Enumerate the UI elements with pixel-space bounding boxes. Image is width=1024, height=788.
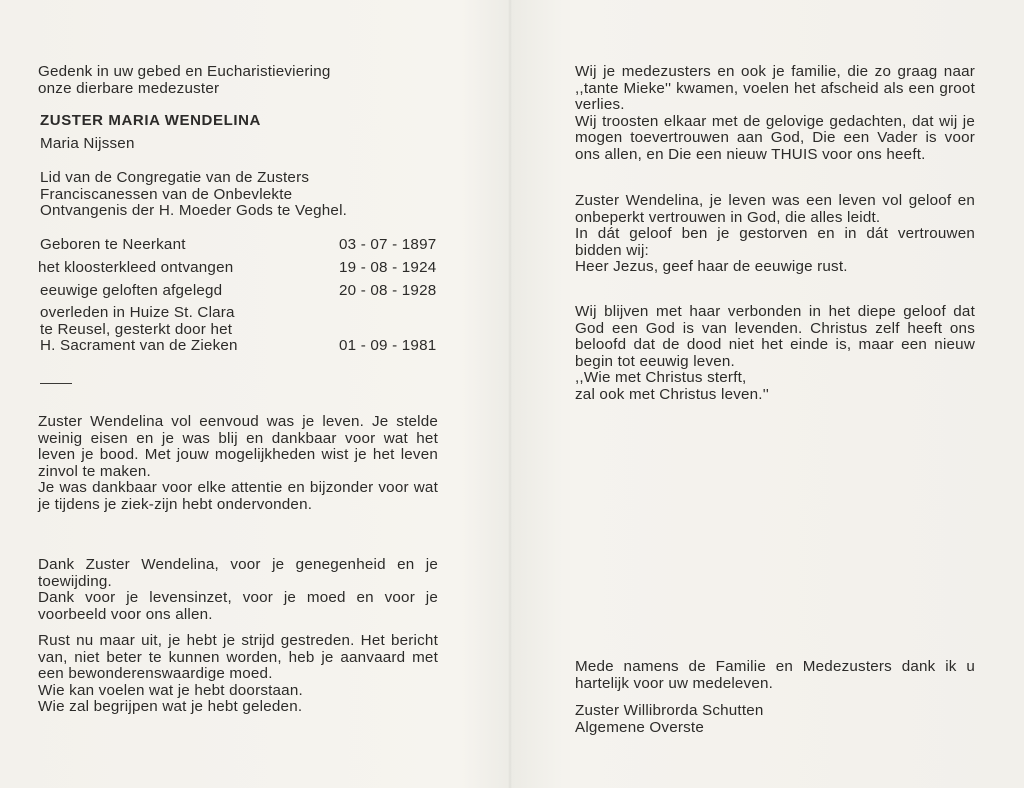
tribute-paragraph-3: Rust nu maar uit, je hebt je strijd gestreden. Het bericht van, niet beter te kunnen worden, heb je aanvaard met een bewonderenswaardige moed. Wie kan voelen wat je hebt doorstaan. Wie zal begrijpen wat je hebt geleden. <box>38 632 438 715</box>
event-label: Geboren te Neerkant <box>40 236 186 253</box>
intro-text: Gedenk in uw gebed en Eucharistieviering onze dierbare medezuster <box>38 63 331 97</box>
birth-name: Maria Nijssen <box>40 135 135 152</box>
event-date: 03 - 07 - 1897 <box>339 236 437 253</box>
separator-dash <box>40 383 72 384</box>
event-date: 19 - 08 - 1924 <box>339 259 437 276</box>
event-label: eeuwige geloften afgelegd <box>40 282 223 299</box>
farewell-paragraph-1: Wij je medezusters en ook je familie, die zo graag naar ,,tante Mieke'' kwamen, voelen het afscheid als een groot verlies. Wij troosten elkaar met de gelovige gedachten, dat wij je mogen toevertrouwen aan God, Die een Vader is voor ons allen, en Die een nieuw THUIS voor ons heeft. <box>575 63 975 163</box>
thanks-text: Mede namens de Familie en Medezusters dank ik u hartelijk voor uw medeleven. <box>575 658 975 692</box>
event-date: 01 - 09 - 1981 <box>339 337 437 354</box>
tribute-paragraph-1: Zuster Wendelina vol eenvoud was je leven. Je stelde weinig eisen en je was blij en dankbaar voor wat het leven je bood. Met jouw mogelijkheden wist je het leven zinvol te maken. Je was dankbaar voor elke attentie en bijzonder voor wat je tijdens je ziek-zijn hebt ondervonden. <box>38 413 438 513</box>
signature: Zuster Willibrorda Schutten Algemene Overste <box>575 702 764 736</box>
congregation-text: Lid van de Congregatie van de Zusters Franciscanessen van de Onbevlekte Ontvangenis der H. Moeder Gods te Veghel. <box>40 169 348 219</box>
farewell-paragraph-3: Wij blijven met haar verbonden in het diepe geloof dat God een God is van levenden. Christus zelf heeft ons beloofd dat de dood niet het einde is, maar een nieuw begin tot eeuwig leven. ,,Wie met Christus sterft, zal ook met Christus leven.'' <box>575 303 975 403</box>
event-date: 20 - 08 - 1928 <box>339 282 437 299</box>
farewell-paragraph-2: Zuster Wendelina, je leven was een leven vol geloof en onbeperkt vertrouwen in God, die alles leidt. In dát geloof ben je gestorven en in dát vertrouwen bidden wij: Heer Jezus, geef haar de eeuwige rust. <box>575 192 975 275</box>
tribute-paragraph-2: Dank Zuster Wendelina, voor je genegenheid en je toewijding. Dank voor je levensinzet, voor je moed en voor je voorbeeld voor ons allen. <box>38 556 438 623</box>
event-label: het kloosterkleed ontvangen <box>38 259 234 276</box>
card-fold <box>508 0 512 788</box>
event-label: overleden in Huize St. Clara te Reusel, gesterkt door het H. Sacrament van de Zieken <box>40 304 238 354</box>
deceased-name: ZUSTER MARIA WENDELINA <box>40 112 261 129</box>
